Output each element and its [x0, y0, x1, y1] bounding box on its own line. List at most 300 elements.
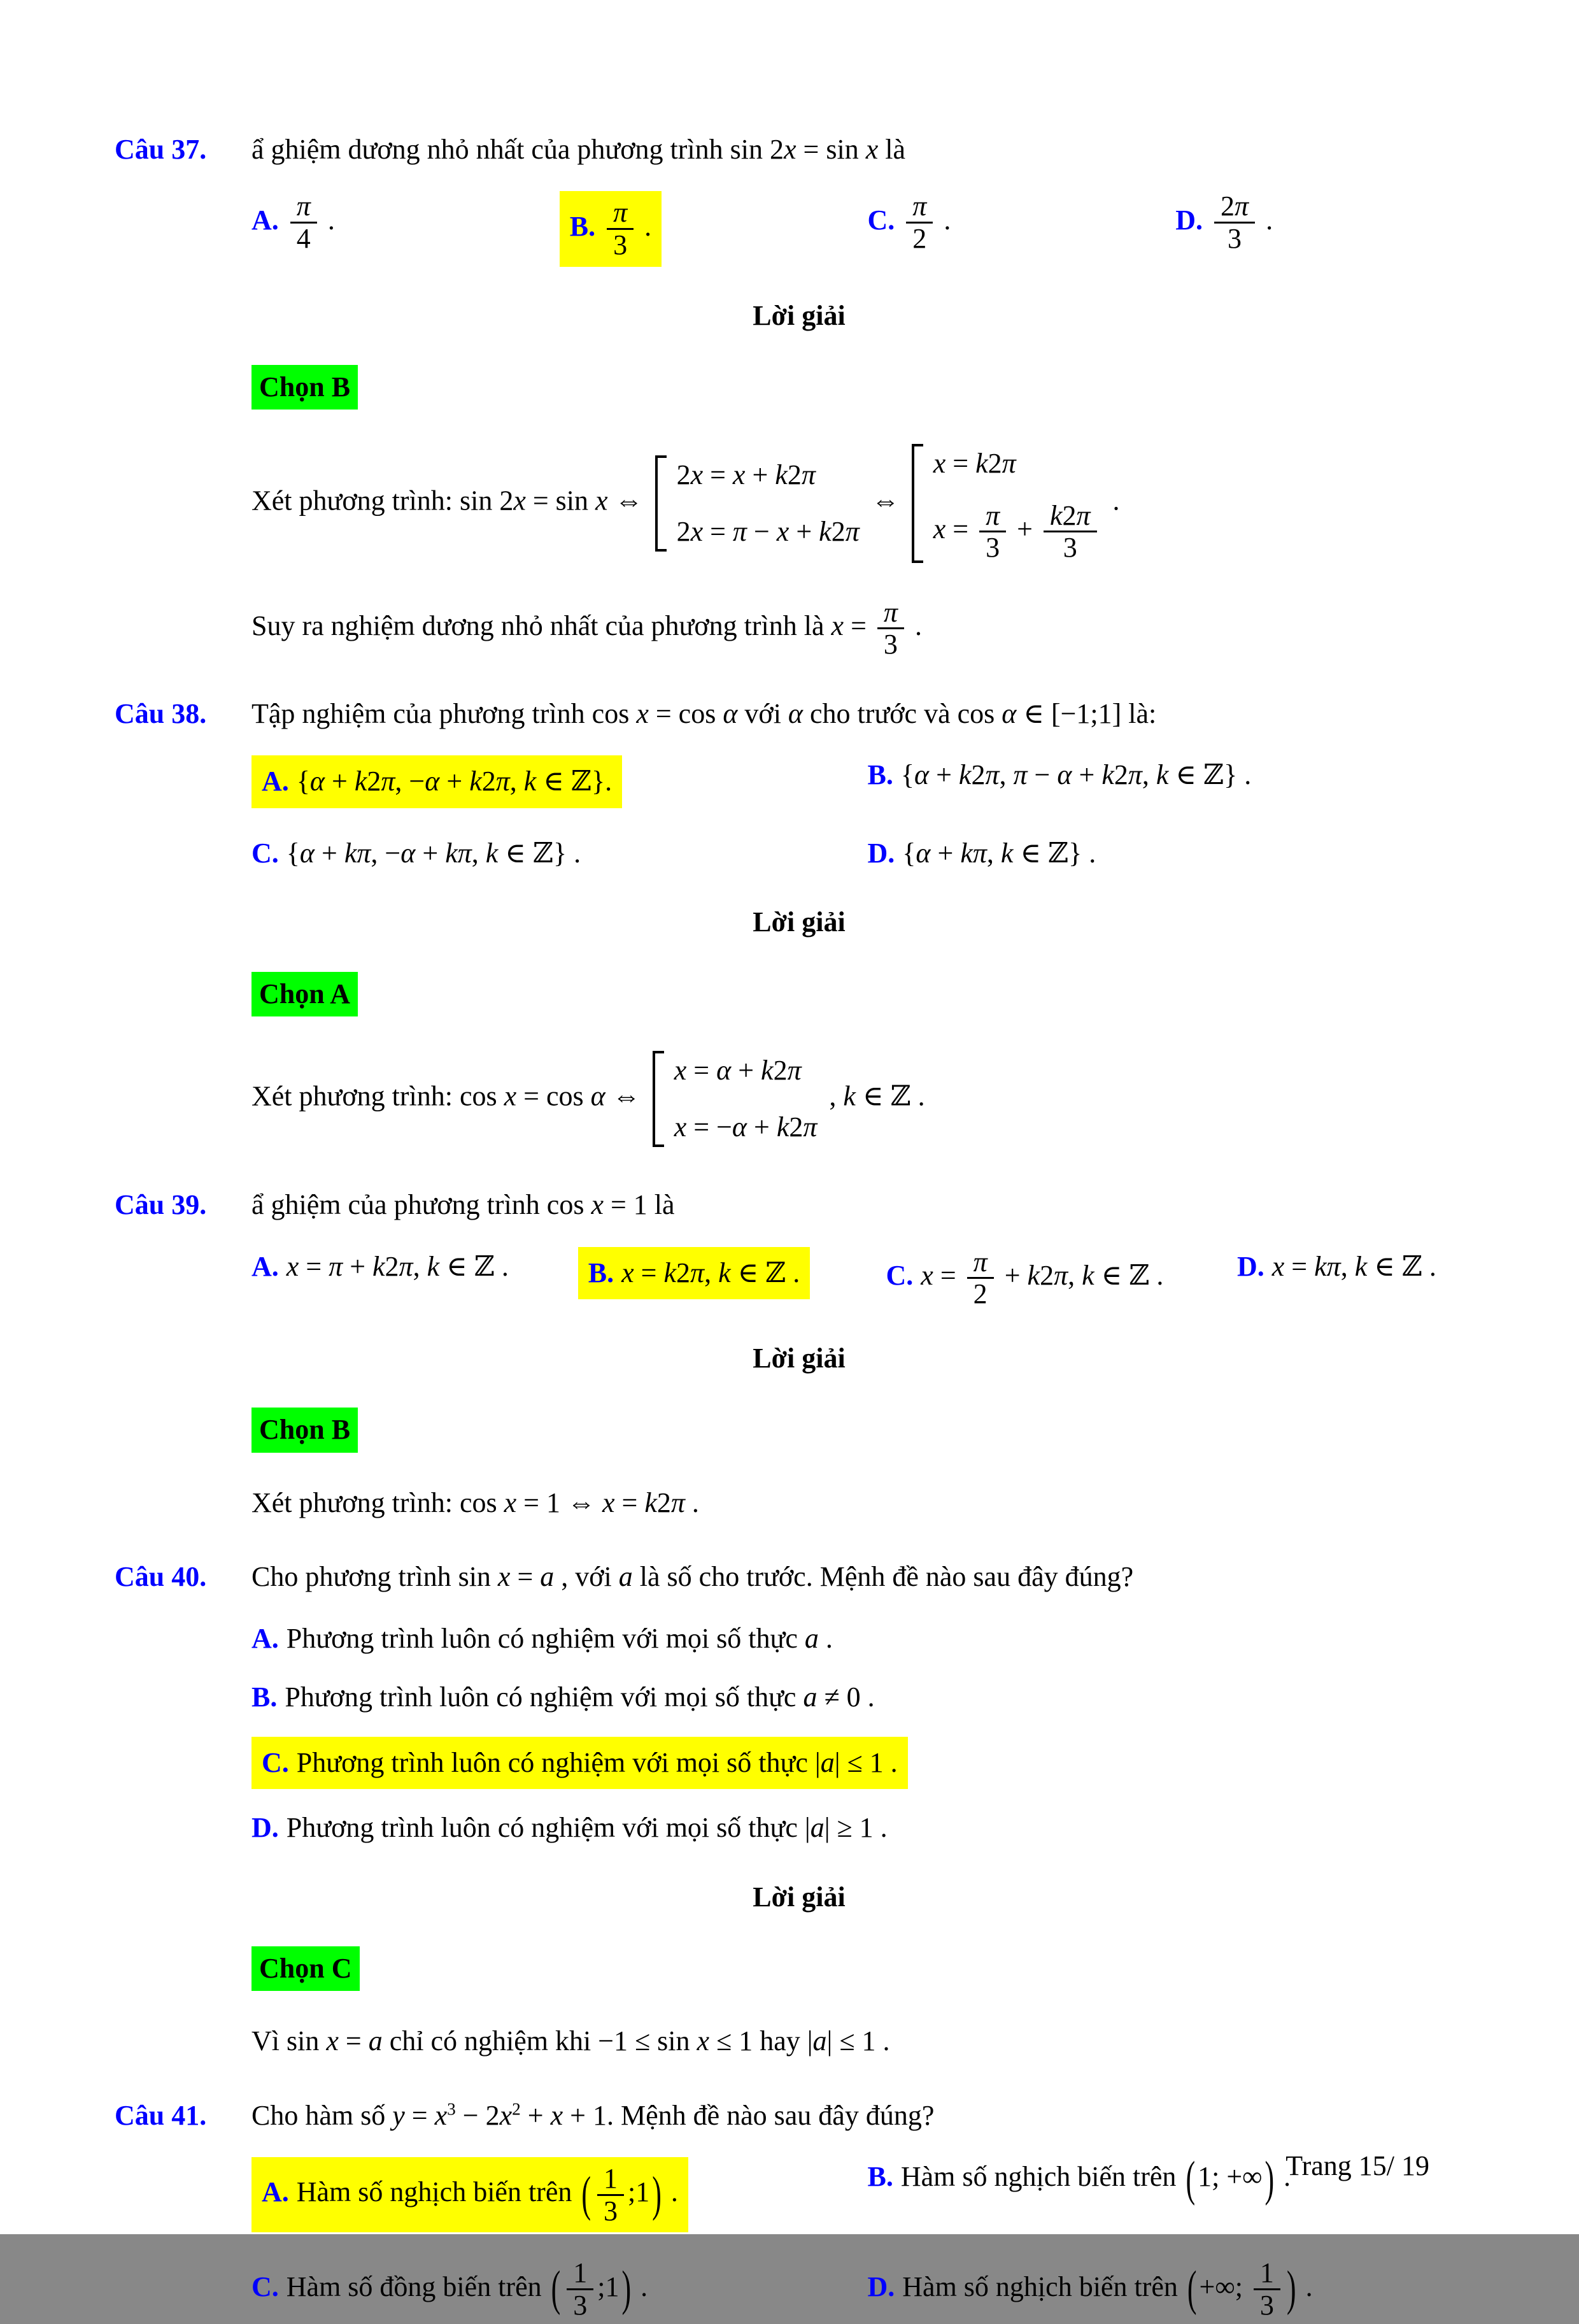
option-label: D. — [867, 837, 895, 869]
text-run: ⇔ — [864, 485, 907, 517]
text-run: , − — [395, 766, 425, 797]
text-run: = — [338, 2025, 369, 2057]
text-run: = — [614, 1486, 645, 1518]
option-label: C. — [251, 837, 279, 869]
math-variable: k — [469, 766, 482, 797]
solution-heading-text: Lời giải — [753, 906, 846, 938]
option-text — [902, 838, 1096, 869]
question — [115, 1557, 1483, 1597]
question-text — [251, 130, 1483, 169]
chosen-answer-badge: Chọn B — [251, 1408, 358, 1452]
text-run: 1 — [1259, 2257, 1274, 2289]
math-variable: α — [914, 759, 930, 791]
option-label: C. — [886, 1259, 914, 1291]
question-number: Câu 37. — [115, 134, 207, 165]
fraction — [906, 191, 933, 253]
fraction — [877, 597, 904, 660]
text-run: , — [986, 837, 1001, 869]
cases-row — [677, 455, 860, 495]
option — [251, 1247, 578, 1287]
text-run: = sin — [796, 134, 866, 165]
left-bracket-icon — [912, 444, 923, 563]
text-run: ≤ 1 hay | — [709, 2025, 813, 2057]
math-variable: x — [499, 2099, 513, 2131]
cases-rows — [674, 1051, 818, 1147]
text-run: 2 — [676, 1257, 691, 1288]
option-label: B. — [569, 210, 596, 242]
text-run: ∈ ℤ . — [1094, 1259, 1164, 1291]
math-variable: x — [921, 1259, 933, 1291]
fraction — [597, 2164, 624, 2226]
text-run: = — [510, 1561, 541, 1593]
math-variable: a — [812, 2025, 827, 2057]
text-run: ∈ ℤ}. — [536, 766, 612, 797]
option-label: A. — [251, 204, 279, 236]
text-run: 3 — [613, 229, 628, 260]
fraction-denominator — [567, 2288, 593, 2321]
math-variable: α — [916, 837, 931, 869]
cases-rows — [933, 444, 1101, 563]
text-run: ẩ ghiệm của phương trình cos — [251, 1189, 591, 1221]
text-run: + — [520, 2099, 551, 2131]
solution-paragraph — [251, 597, 1483, 660]
option — [868, 2258, 1484, 2320]
text-run: 3 — [604, 2195, 618, 2227]
math-variable: x — [636, 697, 649, 729]
text-run: ∈ [−1;1] là: — [1016, 697, 1157, 729]
math-variable: x — [602, 1486, 615, 1518]
cases-row — [674, 1051, 818, 1090]
text-run: . — [1105, 485, 1120, 517]
math-variable: π — [296, 190, 311, 222]
math-variable: π — [973, 1246, 988, 1278]
chosen-answer-badge: Chọn B — [251, 365, 358, 410]
text-run: = — [299, 1250, 329, 1282]
math-variable: π — [883, 596, 898, 628]
text-run: = — [945, 448, 976, 480]
options — [251, 1247, 1483, 1309]
question-number: Câu 41. — [115, 2099, 207, 2131]
option — [251, 1619, 1483, 1658]
fraction-denominator — [1254, 2288, 1280, 2321]
option-text — [901, 759, 1251, 790]
text-run: ∈ ℤ} . — [1168, 759, 1252, 791]
text-run: 2 — [831, 515, 846, 547]
math-variable: π — [1128, 759, 1142, 791]
text-run: = — [945, 513, 976, 545]
text-run: ∈ ℤ . — [730, 1257, 800, 1288]
option — [251, 834, 868, 873]
solution-paragraph — [251, 1047, 1483, 1151]
math-variable: y — [392, 2099, 405, 2131]
option-label: C. — [251, 2271, 279, 2302]
text-run: { — [296, 766, 310, 797]
math-variable: x — [784, 134, 797, 165]
text-run: | ≥ 1 . — [824, 1812, 888, 1844]
text-run: ;1 — [597, 2271, 620, 2302]
math-variable: x — [595, 485, 608, 517]
solution-paragraph — [251, 440, 1483, 567]
chosen-answer-badge: Chọn C — [251, 1946, 360, 1991]
text-run: , — [822, 1080, 844, 1112]
math-variable: π — [985, 759, 1000, 791]
text-run: 2 — [481, 766, 496, 797]
text-run: 3 — [1063, 532, 1077, 564]
option-text — [900, 2151, 1291, 2206]
option-text — [287, 1251, 509, 1282]
math-variable: π — [670, 1486, 685, 1518]
fraction-denominator — [877, 627, 904, 660]
question-number: Câu 40. — [115, 1561, 207, 1593]
option-text — [287, 1623, 833, 1654]
text-run: , — [704, 1257, 719, 1288]
text-run: = — [1284, 1250, 1315, 1282]
option-content — [868, 191, 951, 253]
math-variable: a — [804, 1622, 819, 1654]
text-run: + — [929, 759, 959, 791]
math-variable: π — [329, 1250, 343, 1282]
fraction-denominator — [597, 2194, 624, 2227]
cases-row — [933, 501, 1101, 563]
cases-group — [655, 455, 860, 552]
math-variable: α — [1002, 697, 1017, 729]
math-variable: π — [690, 1257, 705, 1288]
math-variable: k — [761, 1055, 774, 1087]
cases-rows — [677, 455, 860, 552]
big-paren: ( — [581, 2167, 591, 2221]
math-variable: k — [644, 1486, 657, 1518]
text-run: là số cho trước. Mệnh đề nào sau đây đúng? — [632, 1561, 1134, 1593]
math-variable: π — [399, 1250, 413, 1282]
text-run: với — [737, 697, 788, 729]
math-variable: kπ — [1314, 1250, 1341, 1282]
cases-group — [653, 1051, 818, 1147]
answer-line — [251, 1408, 1483, 1452]
text-run: Tập nghiệm của phương trình cos — [251, 697, 637, 729]
fraction-numerator — [1254, 2258, 1280, 2288]
text-run: Xét phương trình: cos — [251, 1486, 504, 1518]
math-variable: x — [690, 459, 704, 491]
math-variable: k — [819, 515, 832, 547]
math-variable: kπ — [445, 837, 472, 869]
option-label: C. — [262, 1746, 289, 1778]
text-run: + — [1010, 513, 1040, 545]
text-run: Cho phương trình sin — [251, 1561, 498, 1593]
math-variable: x — [831, 610, 844, 642]
text-run: 3 — [573, 2289, 588, 2321]
text-run: + — [343, 1250, 373, 1282]
text-run: 3 — [986, 532, 1000, 564]
big-paren: ) — [1286, 2261, 1296, 2316]
highlighted-answer — [251, 2157, 688, 2232]
option-content — [251, 834, 581, 873]
math-variable: k — [1354, 1250, 1368, 1282]
math-variable: k — [372, 1250, 385, 1282]
text-run: ⇔ — [605, 1080, 648, 1112]
option-label: D. — [1175, 204, 1203, 236]
highlighted-answer — [578, 1247, 811, 1299]
text-run: ∈ ℤ . — [855, 1080, 925, 1112]
text-run: − — [746, 515, 777, 547]
math-variable: x — [933, 448, 946, 480]
math-variable: π — [381, 766, 395, 797]
text-run: Suy ra nghiệm dương nhỏ nhất của phương trình là — [251, 610, 832, 642]
fraction-denominator — [290, 222, 317, 254]
math-variable: π — [787, 1055, 802, 1087]
option-content — [251, 1247, 509, 1287]
text-run: 2 — [656, 1486, 671, 1518]
math-variable: k — [354, 766, 367, 797]
question — [115, 2096, 1483, 2135]
fraction — [290, 191, 317, 253]
text-run: = cos — [648, 697, 723, 729]
math-variable: π — [1076, 499, 1091, 531]
fraction-denominator — [979, 531, 1006, 563]
options — [251, 755, 1483, 873]
option-text — [287, 1812, 888, 1843]
option-label: B. — [867, 759, 893, 791]
text-run: Hàm số đồng biến trên — [286, 2271, 549, 2302]
math-variable: x — [674, 1111, 687, 1143]
text-run: 2 — [1221, 190, 1235, 222]
text-run: − 2 — [455, 2099, 500, 2131]
text-run: { — [286, 837, 300, 869]
fraction — [967, 1247, 994, 1309]
option-label: D. — [1236, 1250, 1264, 1282]
option-label: B. — [588, 1257, 614, 1288]
option-content — [1175, 191, 1273, 253]
option-label: D. — [251, 1812, 279, 1844]
question-text — [251, 1557, 1483, 1597]
big-paren: ) — [652, 2167, 662, 2221]
text-run: 3 — [1228, 222, 1242, 254]
math-variable: α — [788, 697, 804, 729]
math-variable: k — [776, 1111, 790, 1143]
text-run: 1 — [604, 2163, 618, 2195]
fraction-denominator — [906, 222, 933, 254]
fraction-denominator — [967, 1277, 994, 1309]
text-run: . — [684, 1486, 699, 1518]
solution-paragraph — [251, 1483, 1483, 1523]
text-run: . — [907, 610, 922, 642]
text-run: 1 — [573, 2257, 588, 2289]
text-run: là — [878, 134, 905, 165]
fraction — [1044, 501, 1097, 563]
question-number: Câu 38. — [115, 697, 207, 729]
left-bracket-icon — [653, 1051, 664, 1147]
text-run: 2 — [1114, 759, 1128, 791]
math-variable: x — [674, 1055, 687, 1087]
text-run: | ≤ 1 . — [834, 1746, 898, 1778]
option-content — [867, 2151, 1291, 2206]
text-run: , — [471, 837, 486, 869]
text-run: Cho hàm số — [251, 2099, 393, 2131]
math-variable: k — [1082, 1259, 1094, 1291]
text-run: = — [703, 515, 733, 547]
math-variable: x — [550, 2099, 563, 2131]
option — [578, 1247, 886, 1299]
option — [1175, 191, 1483, 253]
option — [251, 2157, 868, 2232]
text-run: ≠ 0 . — [817, 1681, 875, 1713]
math-variable: k — [975, 448, 988, 480]
text-run: = sin — [525, 485, 596, 517]
math-variable: x — [513, 485, 526, 517]
text-run: − — [1027, 759, 1058, 791]
solution-heading-text: Lời giải — [753, 299, 846, 331]
text-run: . — [637, 210, 652, 242]
text-run: Xét phương trình: cos — [251, 1080, 504, 1112]
text-run: Vì sin — [251, 2025, 327, 2057]
option-text — [921, 1246, 1164, 1310]
fraction — [607, 197, 634, 260]
math-variable: k — [1049, 499, 1063, 531]
solution-heading — [115, 1339, 1483, 1378]
text-run: 2 — [676, 459, 691, 491]
text-run: 2 — [789, 1111, 804, 1143]
text-run: = 1 ⇔ — [516, 1486, 602, 1518]
math-variable: x — [776, 515, 790, 547]
math-variable: π — [1013, 759, 1028, 791]
solution-heading — [115, 902, 1483, 942]
solution-heading — [115, 1878, 1483, 1917]
text-run: Phương trình luôn có nghiệm với mọi số thực | — [286, 1812, 811, 1844]
text-run: Phương trình luôn có nghiệm với mọi số thực | — [296, 1746, 821, 1778]
fraction-numerator — [1044, 501, 1097, 531]
text-run: 2 — [988, 448, 1002, 480]
fraction — [567, 2258, 593, 2320]
math-variable: k — [485, 837, 499, 869]
question — [115, 130, 1483, 169]
cases-row — [677, 512, 860, 552]
text-run: ∈ ℤ . — [1367, 1250, 1436, 1282]
superscript: 3 — [447, 2099, 456, 2119]
text-run: 2 — [676, 515, 691, 547]
fraction-numerator — [1214, 191, 1255, 222]
math-variable: k — [775, 459, 788, 491]
math-variable: x — [497, 1561, 511, 1593]
text-run: + — [747, 1111, 777, 1143]
math-variable: k — [663, 1257, 677, 1288]
answer-line — [251, 365, 1483, 410]
highlighted-answer — [251, 1737, 908, 1789]
fraction-numerator — [877, 597, 904, 628]
option — [868, 755, 1484, 795]
option-text — [1272, 1251, 1436, 1282]
text-run: , — [1142, 759, 1156, 791]
fraction-denominator — [607, 228, 634, 260]
math-variable: a — [820, 1746, 835, 1778]
question-text — [251, 2096, 1483, 2135]
option — [251, 1678, 1483, 1717]
text-run: 3 — [1259, 2289, 1274, 2321]
option-text — [603, 197, 652, 260]
option-label: A. — [251, 1622, 279, 1654]
math-variable: α — [732, 1111, 747, 1143]
text-run: = cos — [516, 1080, 591, 1112]
text-run: = — [933, 1259, 963, 1291]
math-variable: x — [1271, 1250, 1285, 1282]
text-run: . — [937, 204, 951, 236]
math-variable: π — [732, 515, 747, 547]
math-variable: π — [912, 190, 927, 222]
text-run: . — [1298, 2271, 1313, 2302]
math-variable: x — [434, 2099, 448, 2131]
math-variable: k — [1000, 837, 1014, 869]
text-run: + 1. Mệnh đề nào sau đây đúng? — [563, 2099, 935, 2131]
text-run: . — [1259, 204, 1273, 236]
text-run: cho trước và cos — [803, 697, 1002, 729]
text-run: = 1 là — [603, 1189, 675, 1221]
text-run: = — [703, 459, 733, 491]
option-text — [902, 190, 951, 254]
math-variable: α — [723, 697, 738, 729]
fraction-numerator — [607, 197, 634, 228]
math-variable: π — [801, 459, 816, 491]
option — [886, 1247, 1237, 1309]
text-run: , − — [371, 837, 401, 869]
math-variable: π — [1054, 1259, 1068, 1291]
math-variable: k — [523, 766, 537, 797]
option-content — [251, 1619, 833, 1658]
text-run: + — [731, 1055, 761, 1087]
chosen-answer-badge: Chọn A — [251, 972, 358, 1016]
text-run: , — [1068, 1259, 1082, 1291]
fraction-denominator — [1214, 222, 1255, 254]
math-variable: x — [286, 1250, 299, 1282]
superscript: 2 — [512, 2099, 521, 2119]
question — [115, 694, 1483, 734]
option-text — [297, 1747, 898, 1778]
text-run: ∈ ℤ} . — [1013, 837, 1096, 869]
math-variable: π — [803, 1111, 818, 1143]
cases-group — [912, 444, 1101, 563]
text-run: 2 — [971, 759, 986, 791]
math-variable: π — [495, 766, 510, 797]
text-run: chỉ có nghiệm khi −1 ≤ sin — [382, 2025, 697, 2057]
text-run: + — [997, 1259, 1028, 1291]
math-variable: x — [504, 1080, 517, 1112]
text-run: = — [844, 610, 874, 642]
answer-line — [251, 972, 1483, 1016]
math-variable: π — [613, 197, 628, 229]
option-content — [868, 2258, 1313, 2320]
fraction — [979, 501, 1006, 563]
math-variable: kπ — [960, 837, 987, 869]
solution-paragraph — [251, 2021, 1483, 2061]
option-label: C. — [867, 204, 895, 236]
math-variable: a — [368, 2025, 383, 2057]
math-variable: π — [986, 499, 1000, 531]
option-label: D. — [867, 2271, 895, 2302]
highlighted-answer — [560, 191, 662, 266]
text-run: 2 — [1040, 1259, 1054, 1291]
math-variable: π — [845, 515, 860, 547]
text-run: Hàm số nghịch biến trên — [902, 2271, 1185, 2302]
left-bracket-icon — [655, 455, 667, 552]
option-content — [1237, 1247, 1436, 1287]
text-run: | ≤ 1 . — [826, 2025, 890, 2057]
text-run: 2 — [973, 1278, 988, 1310]
option-text — [296, 2163, 678, 2227]
text-run: ⇔ — [607, 485, 650, 517]
text-run: +∞; — [1199, 2271, 1250, 2302]
text-run: Hàm số nghịch biến trên — [296, 2176, 579, 2208]
text-run: + — [1072, 759, 1102, 791]
text-run: + — [745, 459, 775, 491]
text-run: Phương trình luôn có nghiệm với mọi số thực — [286, 1622, 805, 1654]
text-run: Xét phương trình: sin 2 — [251, 485, 514, 517]
